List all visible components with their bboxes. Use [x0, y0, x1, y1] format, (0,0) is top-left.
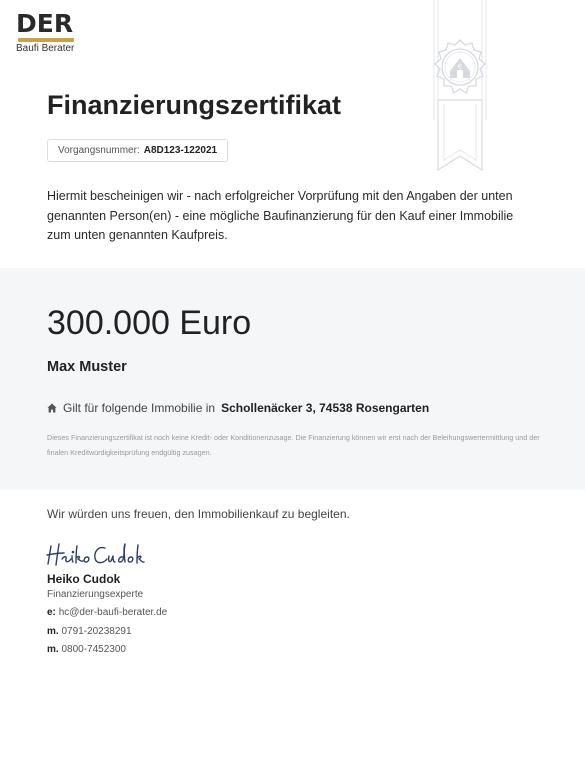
mobile-label: m.: [47, 626, 59, 637]
email-label: e:: [47, 607, 56, 618]
contact-phone: [47, 644, 126, 655]
company-logo: [16, 11, 86, 54]
applicant-name: Max Muster: [47, 359, 127, 375]
logo-accent-bar: [18, 38, 74, 42]
contact-email: [47, 607, 167, 618]
reference-value: A8D123-122021: [143, 145, 218, 156]
mobile-number[interactable]: 0791-20238291: [61, 626, 132, 637]
financing-amount: 300.000 Euro: [47, 304, 252, 342]
reference-number-badge: [47, 139, 228, 162]
certificate-seal-icon: [412, 0, 508, 172]
property-prefix: Gilt für folgende Immobilie in: [63, 401, 216, 415]
contact-mobile: [47, 626, 132, 637]
property-address: Schollenäcker 3, 74538 Rosengarten: [221, 401, 430, 415]
handwritten-signature: [45, 538, 145, 570]
logo-subtitle: Baufi Berater: [16, 43, 75, 54]
phone-label: m.: [47, 644, 59, 655]
page-title: Finanzierungszertifikat: [47, 90, 342, 120]
house-icon: [47, 403, 57, 413]
signer-name: Heiko Cudok: [47, 572, 121, 586]
phone-number[interactable]: 0800-7452300: [61, 644, 126, 655]
logo-brand: DER: [16, 9, 74, 38]
closing-sentence: Wir würden uns freuen, den Immobilienkauf zu begleiten.: [47, 507, 350, 521]
seal-euro-symbol: €: [457, 63, 463, 71]
reference-label: Vorgangsnummer:: [58, 145, 140, 156]
email-link[interactable]: hc@der-baufi-berater.de: [58, 607, 168, 618]
property-line: [47, 401, 429, 415]
intro-paragraph: Hiermit bescheinigen wir - nach erfolgreicher Vorprüfung mit den Angaben der unten genannten Person(en) - eine mögliche Baufinanzierung für den Kauf einer Immobilie zum unten genannten Kaufpreis.: [47, 189, 514, 242]
signer-role: Finanzierungsexperte: [47, 589, 144, 600]
disclaimer-text: Dieses Finanzierungszertifikat ist noch keine Kredit- oder Konditionenzusage. Die Finanzierung können wir erst nach der Beleihungswertermittlung und der finalen Kreditwürdigkeitsprüfung endgültig zusagen.: [47, 433, 540, 457]
